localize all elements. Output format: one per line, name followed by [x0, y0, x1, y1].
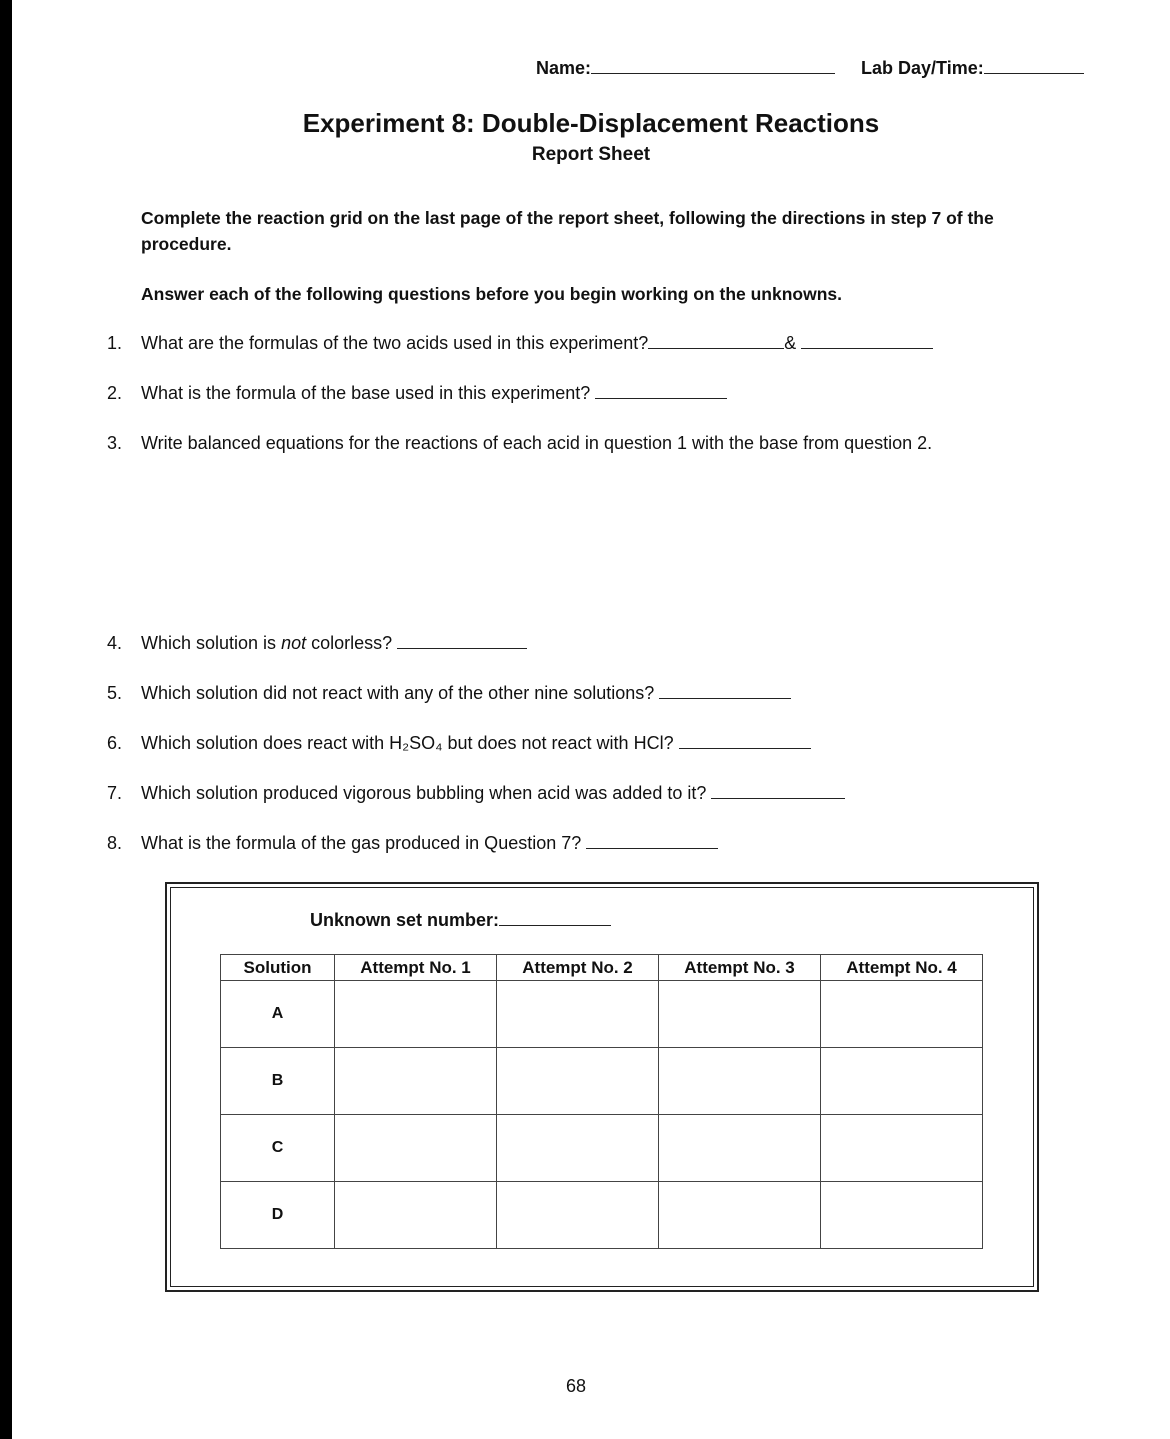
- question-text-emphasis: not: [281, 633, 307, 653]
- attempt-cell[interactable]: [335, 1115, 497, 1182]
- question-text: What is the formula of the base used in this experiment?: [141, 383, 591, 403]
- name-blank[interactable]: [591, 73, 835, 74]
- unknown-set-box-inner: [170, 887, 1034, 1287]
- name-field[interactable]: [536, 58, 835, 79]
- attempt-cell[interactable]: [497, 1115, 659, 1182]
- attempt-cell[interactable]: [821, 1048, 983, 1115]
- table-row: [221, 981, 983, 1048]
- question-text: What is the formula of the gas produced in Question 7?: [141, 833, 582, 853]
- question-text: Which solution does react with H₂SO₄ but does not react with HCl?: [141, 733, 674, 753]
- table-row: [221, 1048, 983, 1115]
- answer-blank-acid-2[interactable]: [801, 348, 933, 349]
- question-1: [107, 333, 1107, 357]
- question-number: 7.: [107, 783, 123, 803]
- question-text: What are the formulas of the two acids used in this experiment?: [141, 333, 649, 353]
- question-text: Which solution produced vigorous bubbling when acid was added to it?: [141, 783, 707, 803]
- attempt-cell[interactable]: [659, 1182, 821, 1249]
- attempt-cell[interactable]: [821, 1182, 983, 1249]
- attempt-cell[interactable]: [497, 1182, 659, 1249]
- ampersand: &: [784, 333, 797, 353]
- answer-blank[interactable]: [586, 848, 718, 849]
- question-8: [107, 833, 1107, 857]
- attempt-cell[interactable]: [335, 1048, 497, 1115]
- question-text: Write balanced equations for the reactions of each acid in question 1 with the base from question 2.: [141, 433, 933, 453]
- answer-blank[interactable]: [595, 398, 727, 399]
- unknown-set-field[interactable]: [310, 910, 611, 931]
- unknown-set-blank[interactable]: [499, 925, 611, 926]
- solution-label: A: [221, 981, 335, 1048]
- column-header-solution: Solution: [221, 955, 335, 981]
- question-text-end: colorless?: [306, 633, 393, 653]
- answer-blank[interactable]: [711, 798, 845, 799]
- table-row: [221, 1115, 983, 1182]
- question-5: [107, 683, 1107, 707]
- attempt-cell[interactable]: [659, 1115, 821, 1182]
- unknown-set-box: [165, 882, 1039, 1292]
- solution-label: B: [221, 1048, 335, 1115]
- table-header-row: [221, 955, 983, 981]
- solution-label: C: [221, 1115, 335, 1182]
- page-subtitle: Report Sheet: [531, 144, 651, 165]
- question-number: 5.: [107, 683, 123, 703]
- question-4: [107, 633, 1107, 657]
- question-number: 2.: [107, 383, 123, 403]
- answer-blank-acid-1[interactable]: [648, 348, 784, 349]
- report-page: [12, 0, 1170, 1439]
- question-text: Which solution did not react with any of the other nine solutions?: [141, 683, 655, 703]
- question-3: [107, 433, 1107, 457]
- attempt-cell[interactable]: [335, 981, 497, 1048]
- column-header-attempt-4: Attempt No. 4: [821, 955, 983, 981]
- lab-day-time-blank[interactable]: [984, 73, 1084, 74]
- lab-day-time-label: Lab Day/Time:: [861, 58, 984, 78]
- question-number: 8.: [107, 833, 123, 853]
- answer-blank[interactable]: [679, 748, 811, 749]
- attempt-cell[interactable]: [659, 1048, 821, 1115]
- attempt-cell[interactable]: [821, 1115, 983, 1182]
- attempt-cell[interactable]: [821, 981, 983, 1048]
- solution-label: D: [221, 1182, 335, 1249]
- attempt-cell[interactable]: [497, 981, 659, 1048]
- question-number: 3.: [107, 433, 123, 453]
- column-header-attempt-2: Attempt No. 2: [497, 955, 659, 981]
- attempt-cell[interactable]: [497, 1048, 659, 1115]
- question-number: 4.: [107, 633, 123, 653]
- unknown-set-label: Unknown set number:: [310, 910, 500, 930]
- question-number: 6.: [107, 733, 123, 753]
- lab-day-time-field[interactable]: [861, 58, 1084, 79]
- instructions-paragraph-2: Answer each of the following questions before you begin working on the unknowns.: [141, 284, 843, 304]
- page-title: Experiment 8: Double-Displacement Reactions: [302, 108, 880, 138]
- instructions-paragraph-1: Complete the reaction grid on the last page of the report sheet, following the directions in step 7 of the procedure.: [141, 208, 994, 254]
- column-header-attempt-1: Attempt No. 1: [335, 955, 497, 981]
- page-number: 68: [566, 1376, 587, 1396]
- attempts-table: [220, 954, 983, 1249]
- attempt-cell[interactable]: [659, 981, 821, 1048]
- attempt-cell[interactable]: [335, 1182, 497, 1249]
- answer-blank[interactable]: [397, 648, 527, 649]
- table-row: [221, 1182, 983, 1249]
- name-label: Name:: [536, 58, 592, 78]
- column-header-attempt-3: Attempt No. 3: [659, 955, 821, 981]
- question-2: [107, 383, 1107, 407]
- question-7: [107, 783, 1107, 807]
- question-6: [107, 733, 1107, 757]
- question-number: 1.: [107, 333, 123, 353]
- question-text-start: Which solution is: [141, 633, 282, 653]
- answer-blank[interactable]: [659, 698, 791, 699]
